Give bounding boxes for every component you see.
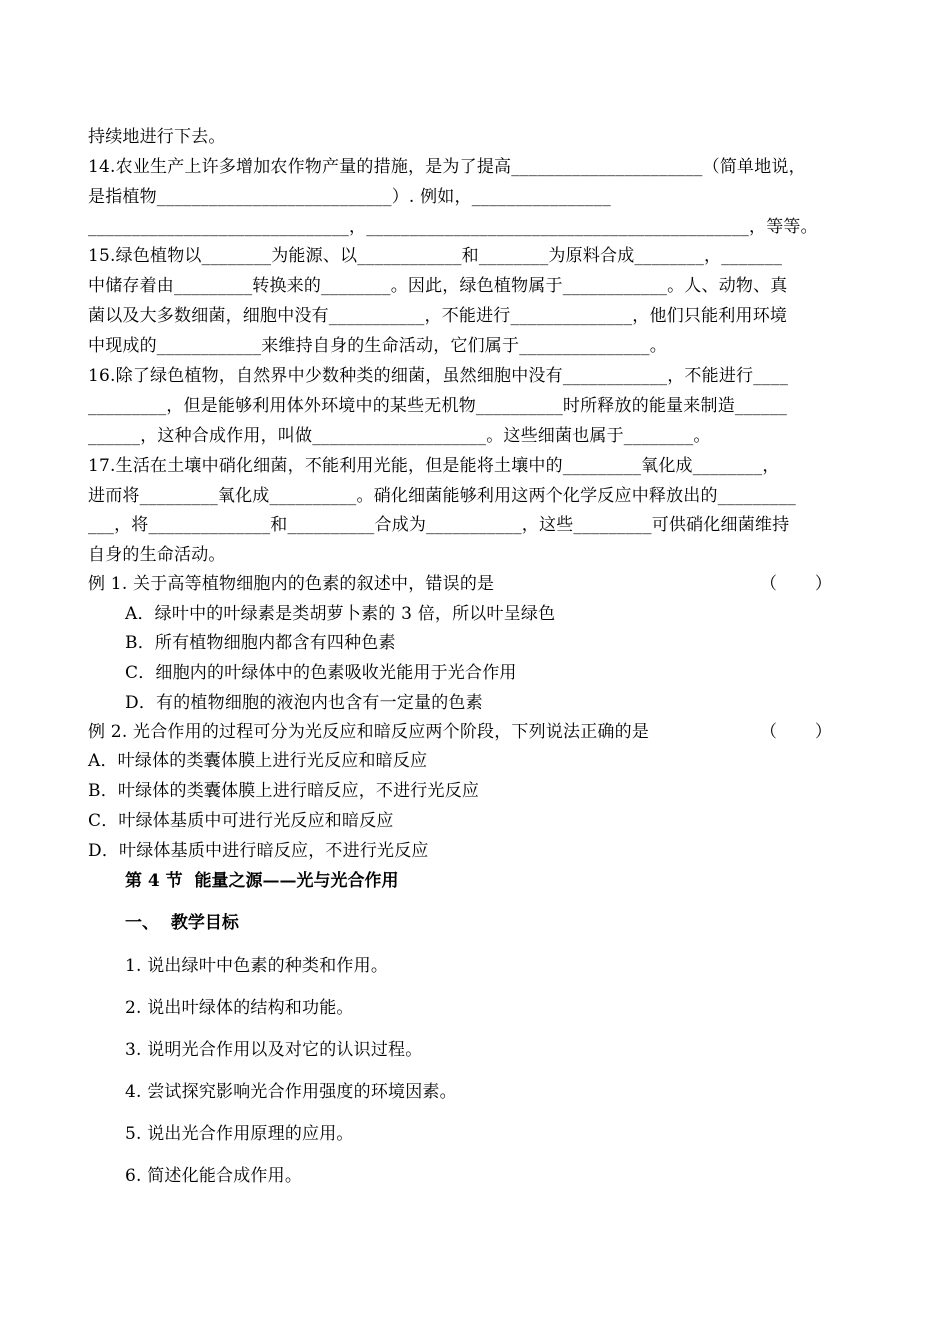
question-14-line: 14.农业生产上许多增加农作物产量的措施，是为了提高______________________（简单地说， xyxy=(88,157,806,177)
goal-item: 1. 说出绿叶中色素的种类和作用。 xyxy=(125,956,389,976)
example-1-option-a: A．绿叶中的叶绿素是类胡萝卜素的 3 倍，所以叶呈绿色 xyxy=(125,604,556,624)
example-2-option-a: A．叶绿体的类囊体膜上进行光反应和暗反应 xyxy=(88,751,428,771)
question-16-line: 16.除了绿色植物，自然界中少数种类的细菌，虽然细胞中没有____________，不能进行____ xyxy=(88,366,789,386)
text-line: _________，但是能够利用体外环境中的某些无机物__________时所释放的能量来制造______ xyxy=(88,396,788,416)
text-line: ______，这种合成作用，叫做____________________。这些细菌也属于________。 xyxy=(88,426,711,446)
text-line: 中现成的____________来维持自身的生命活动，它们属于_______________。 xyxy=(88,336,667,356)
example-2-option-d: D．叶绿体基质中进行暗反应，不进行光反应 xyxy=(88,841,429,861)
text-line: 进而将_________氧化成__________。硝化细菌能够利用这两个化学反应中释放出的_________ xyxy=(88,486,796,506)
example-1-question: 例 1. 关于高等植物细胞内的色素的叙述中，错误的是 xyxy=(88,574,495,594)
example-2-answer-paren: （ ） xyxy=(760,722,832,742)
example-1-answer-paren: （ ） xyxy=(760,574,832,594)
example-2-question: 例 2. 光合作用的过程可分为光反应和暗反应两个阶段，下列说法正确的是 xyxy=(88,722,650,742)
text-line: 持续地进行下去。 xyxy=(88,127,226,147)
section-subtitle: 一、 教学目标 xyxy=(125,913,239,933)
question-17-line: 17.生活在土壤中硝化细菌，不能利用光能，但是能将土壤中的_________氧化成________， xyxy=(88,456,780,476)
example-2-option-c: C．叶绿体基质中可进行光反应和暗反应 xyxy=(88,811,394,831)
example-2-option-b: B．叶绿体的类囊体膜上进行暗反应，不进行光反应 xyxy=(88,781,480,801)
text-line: ___，将______________和__________合成为___________，这些_________可供硝化细菌维持 xyxy=(88,515,790,535)
goal-item: 6. 简述化能合成作用。 xyxy=(125,1166,303,1186)
example-1-option-c: C．细胞内的叶绿体中的色素吸收光能用于光合作用 xyxy=(125,663,517,683)
question-15-line: 15.绿色植物以________为能源、以____________和________为原料合成________，_______ xyxy=(88,246,783,266)
text-line: 自身的生命活动。 xyxy=(88,545,226,565)
goal-item: 2. 说出叶绿体的结构和功能。 xyxy=(125,998,354,1018)
text-line: 是指植物___________________________）. 例如，________________ xyxy=(88,187,611,207)
text-line: 菌以及大多数细菌，细胞中没有___________，不能进行______________，他们只能利用环境 xyxy=(88,306,788,326)
goal-item: 3. 说明光合作用以及对它的认识过程。 xyxy=(125,1040,423,1060)
section-title: 第 4 节 能量之源——光与光合作用 xyxy=(125,871,399,891)
goal-item: 5. 说出光合作用原理的应用。 xyxy=(125,1124,354,1144)
example-1-option-b: B．所有植物细胞内都含有四种色素 xyxy=(125,633,396,653)
text-line: 中储存着由_________转换来的________。因此，绿色植物属于____________。人、动物、真 xyxy=(88,276,788,296)
example-1-option-d: D．有的植物细胞的液泡内也含有一定量的色素 xyxy=(125,693,483,713)
text-line: ______________________________，____________________________________________，等等。 xyxy=(88,217,818,237)
goal-item: 4. 尝试探究影响光合作用强度的环境因素。 xyxy=(125,1082,457,1102)
